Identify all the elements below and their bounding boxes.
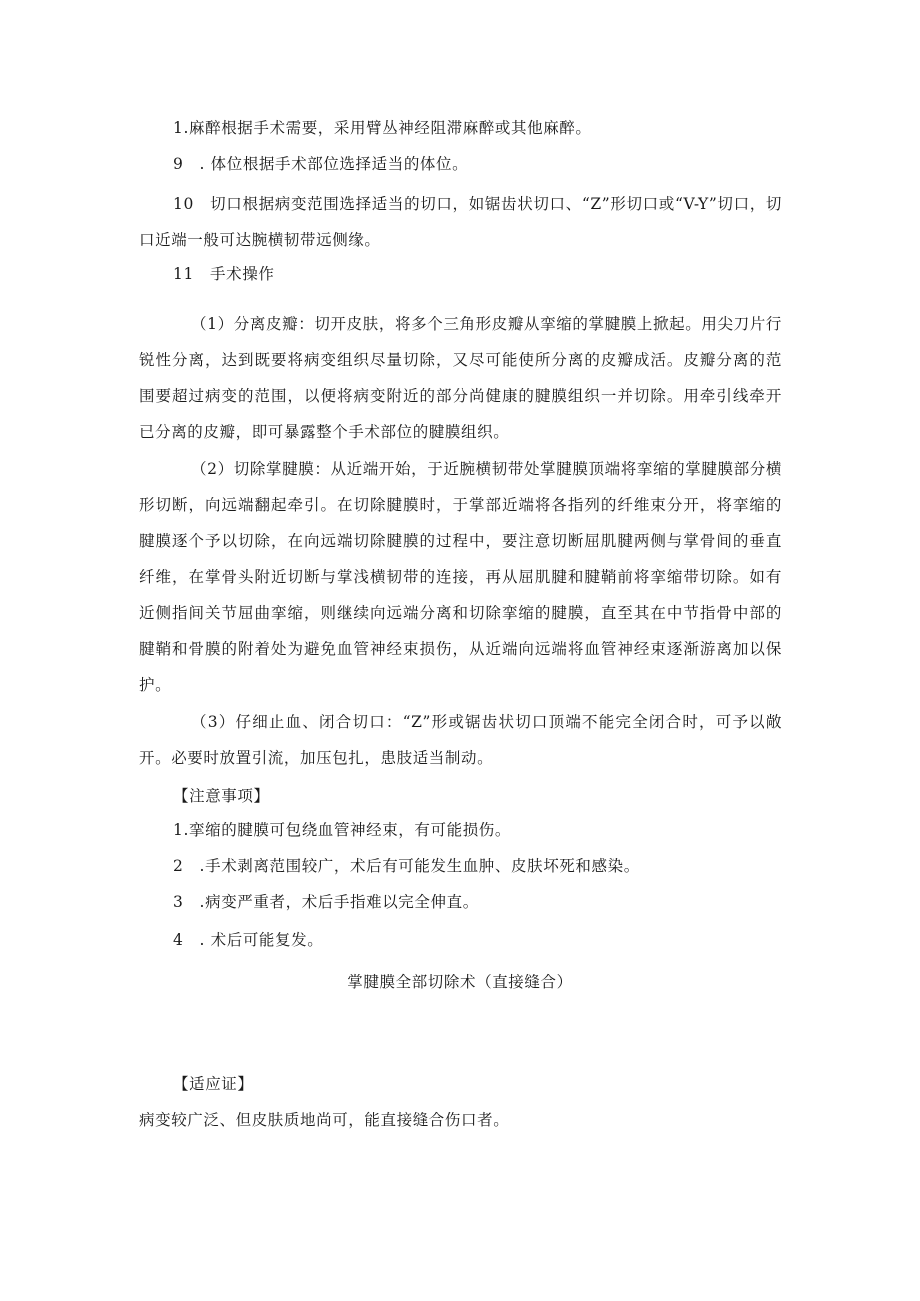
paragraph-operation-heading: 11 手术操作 [173,265,275,283]
paragraph-position: 9 . 体位根据手术部位选择适当的体位。 [173,155,469,173]
indication-heading: 【适应证】 [173,1075,254,1093]
notes-heading: 【注意事项】 [173,787,270,805]
indication-text: 病变较广泛、但皮肤质地尚可，能直接缝合伤口者。 [139,1111,510,1129]
note-item-3: 3 .病变严重者，术后手指难以完全伸直。 [173,893,479,911]
section-title: 掌腱膜全部切除术（直接缝合） [347,973,573,991]
note-item-2: 2 .手术剥离范围较广，术后有可能发生血肿、皮肤坏死和感染。 [173,857,640,875]
note-item-4: 4 . 术后可能复发。 [173,931,324,949]
paragraph-hemostasis: （3）仔细止血、闭合切口：“Z”形或锯齿状切口顶端不能完全闭合时，可予以敞开。必要时放置引流，加压包扎，患肢适当制动。 [139,713,782,767]
paragraph-fascia-excision: （2）切除掌腱膜：从近端开始，于近腕横韧带处掌腱膜顶端将挛缩的掌腱膜部分横形切断，向远端翻起牵引。在切除腱膜时，于掌部近端将各指列的纤维束分开，将挛缩的腱膜逐个予以切除，在向远端切除腱膜的过程中，要注意切断屈肌腱两侧与掌骨间的垂直纤维，在掌骨头附近切断与掌浅横韧带的连接，再从屈肌腱和腱鞘前将挛缩带切除。如有近侧指间关节屈曲挛缩，则继续向远端分离和切除挛缩的腱膜，直至其在中节指骨中部的腱鞘和骨膜的附着处为避免血管神经束损伤，从近端向远端将血管神经束逐渐游离加以保护。 [139,460,782,694]
note-item-1: 1.挛缩的腱膜可包绕血管神经束，有可能损伤。 [173,821,511,839]
paragraph-anesthesia: 1.麻醉根据手术需要，采用臂丛神经阻滞麻醉或其他麻醉。 [173,119,592,137]
paragraph-incision: 10 切口根据病变范围选择适当的切口，如锯齿状切口、“Z”形切口或“V-Y”切口，切口近端一般可达腕横韧带远侧缘。 [139,195,782,249]
paragraph-skin-flap: （1）分离皮瓣：切开皮肤，将多个三角形皮瓣从挛缩的掌腱膜上掀起。用尖刀片行锐性分离，达到既要将病变组织尽量切除，又尽可能使所分离的皮瓣成活。皮瓣分离的范围要超过病变的范围，以便将病变附近的部分尚健康的腱膜组织一并切除。用牵引线牵开已分离的皮瓣，即可暴露整个手术部位的腱膜组织。 [139,315,782,441]
